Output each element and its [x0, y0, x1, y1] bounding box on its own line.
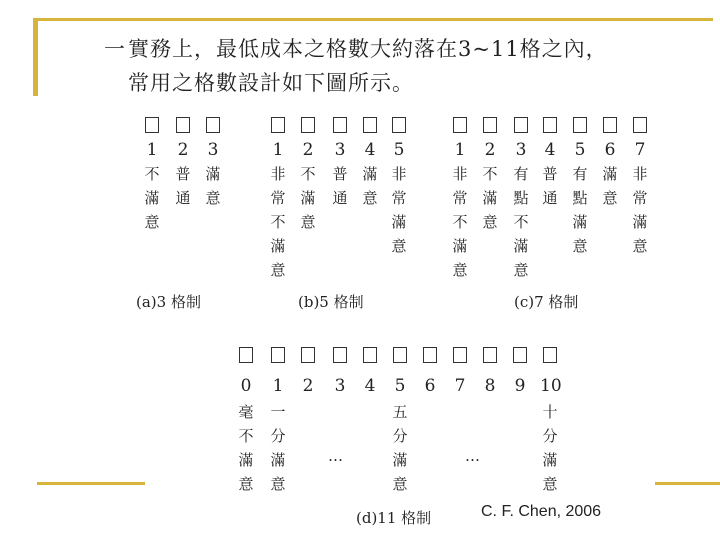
slide-text-line-2: 常用之格數設計如下圖所示。	[128, 71, 414, 95]
caption-3-point: (a)3 格制	[136, 293, 201, 311]
scale-c-option-4-label: 普 通	[542, 165, 558, 207]
source-credit: C. F. Chen, 2006	[481, 503, 602, 520]
scale-b-option-2-label: 不 滿 意	[300, 165, 316, 231]
scale-a-option-3-label: 滿 意	[205, 165, 221, 207]
scale-d-option-9-box	[513, 347, 527, 363]
scale-d-option-3-number: 3	[334, 376, 346, 396]
scale-c-option-5-box	[573, 117, 587, 133]
scale-d-option-2-number: 2	[302, 376, 314, 396]
scale-b-option-5-box	[392, 117, 406, 133]
scale-d-option-3-box	[333, 347, 347, 363]
scale-b-option-1-box	[271, 117, 285, 133]
scale-d-option-2-box	[301, 347, 315, 363]
scale-b-option-5-label: 非 常 滿 意	[391, 165, 407, 255]
scale-b-option-3-label: 普 通	[332, 165, 348, 207]
caption-11-point: (d)11 格制	[356, 509, 432, 527]
ellipsis-right: …	[465, 447, 480, 465]
scale-c-option-3-label: 有 點 不 滿 意	[513, 165, 529, 279]
scale-b-option-2-box	[301, 117, 315, 133]
scale-c-option-2-box	[483, 117, 497, 133]
scale-b-option-4-label: 滿 意	[362, 165, 378, 207]
scale-d-option-5-number: 5	[394, 376, 406, 396]
scale-d-option-7-number: 7	[454, 376, 466, 396]
scale-b-option-3-number: 3	[334, 140, 346, 160]
scale-d-option-10-label: 十 分 滿 意	[542, 403, 558, 493]
scale-a-option-2-box	[176, 117, 190, 133]
scale-d-option-4-number: 4	[364, 376, 376, 396]
scale-c-option-7-label: 非 常 滿 意	[632, 165, 648, 255]
scale-a-option-2-number: 2	[177, 140, 189, 160]
scale-b-option-1-label: 非 常 不 滿 意	[270, 165, 286, 279]
scale-b-option-4-box	[363, 117, 377, 133]
scale-d-option-7-box	[453, 347, 467, 363]
scale-c-option-3-box	[514, 117, 528, 133]
scale-a-option-1-label: 不 滿 意	[144, 165, 160, 231]
slide-text-line-1: 實務上，最低成本之格數大約落在3~11格之內，	[128, 37, 608, 61]
scale-b-option-2-number: 2	[302, 140, 314, 160]
scale-b-option-1-number: 1	[272, 140, 284, 160]
scale-c-option-6-box	[603, 117, 617, 133]
scale-c-option-2-number: 2	[484, 140, 496, 160]
scale-d-option-8-number: 8	[484, 376, 496, 396]
scale-b-option-4-number: 4	[364, 140, 376, 160]
scale-c-option-1-label: 非 常 不 滿 意	[452, 165, 468, 279]
scale-a-option-1-box	[145, 117, 159, 133]
scale-c-option-4-box	[543, 117, 557, 133]
top-accent-rule	[33, 18, 713, 21]
scale-d-option-5-box	[393, 347, 407, 363]
scale-d-option-10-number: 10	[540, 376, 562, 396]
scale-d-option-4-box	[363, 347, 377, 363]
scale-c-option-3-number: 3	[515, 140, 527, 160]
scale-a-option-2-label: 普 通	[175, 165, 191, 207]
scale-c-option-1-box	[453, 117, 467, 133]
scale-a-option-1-number: 1	[146, 140, 158, 160]
scale-d-option-0-number: 0	[240, 376, 252, 396]
caption-5-point: (b)5 格制	[298, 293, 364, 311]
scale-c-option-7-box	[633, 117, 647, 133]
ellipsis-left: …	[328, 447, 343, 465]
scale-c-option-4-number: 4	[544, 140, 556, 160]
scale-d-option-6-box	[423, 347, 437, 363]
scale-c-option-6-label: 滿 意	[602, 165, 618, 207]
caption-7-point: (c)7 格制	[514, 293, 579, 311]
scale-d-option-6-number: 6	[424, 376, 436, 396]
bottom-left-rule	[37, 482, 145, 485]
scale-d-option-0-label: 毫 不 滿 意	[238, 403, 254, 493]
bullet-marker: 一	[104, 37, 126, 61]
bottom-right-rule	[655, 482, 720, 485]
scale-c-option-6-number: 6	[604, 140, 616, 160]
scale-a-option-3-number: 3	[207, 140, 219, 160]
scale-c-option-7-number: 7	[634, 140, 646, 160]
scale-d-option-1-number: 1	[272, 376, 284, 396]
scale-c-option-1-number: 1	[454, 140, 466, 160]
scale-c-option-5-number: 5	[574, 140, 586, 160]
scale-d-option-5-label: 五 分 滿 意	[392, 403, 408, 493]
scale-d-option-1-box	[271, 347, 285, 363]
scale-d-option-0-box	[239, 347, 253, 363]
left-accent-rule	[33, 18, 38, 96]
scale-b-option-3-box	[333, 117, 347, 133]
scale-d-option-8-box	[483, 347, 497, 363]
scale-d-option-9-number: 9	[514, 376, 526, 396]
scale-c-option-5-label: 有 點 滿 意	[572, 165, 588, 255]
scale-c-option-2-label: 不 滿 意	[482, 165, 498, 231]
scale-d-option-1-label: 一 分 滿 意	[270, 403, 286, 493]
scale-a-option-3-box	[206, 117, 220, 133]
scale-d-option-10-box	[543, 347, 557, 363]
scale-b-option-5-number: 5	[393, 140, 405, 160]
